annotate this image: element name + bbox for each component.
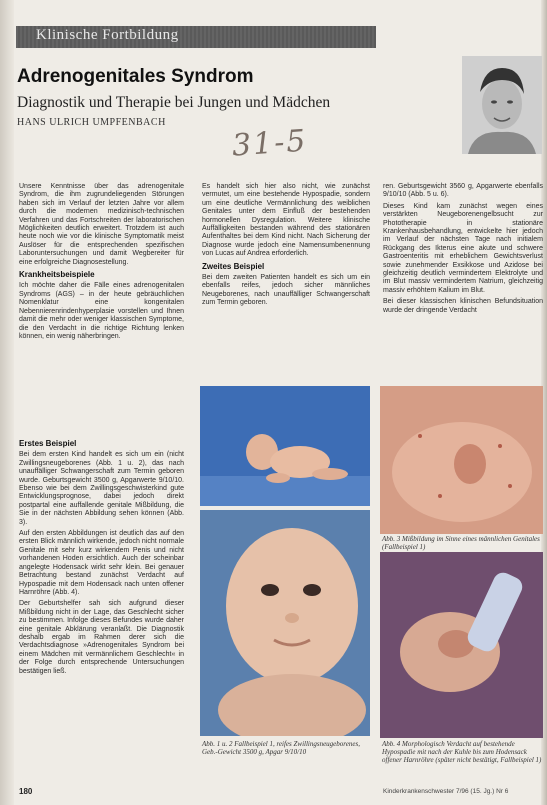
photo-genital-finding-2 bbox=[380, 552, 543, 738]
caption-figures-1-2: Abb. 1 u. 2 Fallbeispiel 1, reifes Zwillingsneugeborenes, Geb.-Gewicht 3500 g, Apgar 9/10/10 bbox=[202, 740, 360, 757]
caption-figure-3: Abb. 3 Mißbildung im Sinne eines männlichen Genitales (Fallbeispiel 1) bbox=[382, 535, 540, 552]
first-example-p3: Der Geburtshelfer sah sich aufgrund dieser Mißbildung nicht in der Lage, das Geschlecht sicher zu bestimmen. Infolge dieses Befundes wurde daher eine genitale Abklärung veranlaßt. Die Diagnostik deshalb ergab im Rahmen derer sich die Verdachtsdiagnose »Adrenogenitales Syndrom bei einem Mädchen mit vermännlichem Geschlecht« in der Folge durch entsprechende Untersuchungen bestätigen ließ. bbox=[19, 600, 184, 675]
col2-paragraph-2: Bei dem zweiten Patienten handelt es sich um ein ebenfalls reifes, jedoch sicher männliches Neugeborenes, nach unauffälliger Schwangerschaft zum Termin geboren. bbox=[202, 274, 370, 307]
column-2 bbox=[202, 183, 370, 311]
col3-paragraph-1: ren. Geburtsgewicht 3560 g, Apgarwerte ebenfalls 9/10/10 (Abb. 5 u. 6). bbox=[383, 183, 543, 199]
first-example-p1: Bei dem ersten Kind handelt es sich um ein (nicht Zwillingsneugeborenes (Abb. 1 u. 2), das nach unauffälliger Schwangerschaft zum Termin geboren wurde. Geburtsgewicht 3500 g, Apgarwerte 9/10/10. Ebenso wie bei dem Zwillingsgeschwisterkind gute Entwicklungsprognose, dabei jedoch direkt postpartal eine auffallende genitale Mißbildung, die Sie in der nächsten Abbildung sehen können (Abb. 3). bbox=[19, 451, 184, 526]
column-3 bbox=[383, 183, 543, 318]
page-binding-edge bbox=[0, 0, 14, 805]
caption-figure-4: Abb. 4 Morphologisch Verdacht auf bestehende Hypospadie mit nach der Kuhle bis zum Hodensack offener Harnröhre (später nicht bestätigt, Fallbeispiel 1) bbox=[382, 740, 542, 765]
col3-paragraph-2: Dieses Kind kam zunächst wegen eines verstärkten Neugeborenengelbsucht zur Phototherapie in stationäre Krankenhausbehandlung, entwickelte hier jedoch im Verlauf der nächsten Tage nach initialem Rückgang des Ikterus eine akute und schwere Gastroenteritis mit erheblichem Gewichtsverlust sowie zunehmender Exsikkose und Azidose bei gleichzeitig deutlich vermindertem Elektrolyte und im Blut massiv vermindertem Natrium, gleichzeitig massiv erhöhtem Kalium im Blut. bbox=[383, 202, 543, 294]
column-1-upper bbox=[19, 183, 184, 344]
col3-paragraph-3: Bei dieser klassischen klinischen Befundsituation wurde der dringende Verdacht bbox=[383, 298, 543, 314]
handwritten-note: 31-5 bbox=[230, 123, 309, 164]
photo-infant-closeup bbox=[200, 510, 370, 736]
first-example-p2: Auf den ersten Abbildungen ist deutlich das auf den ersten Blick männlich wirkende, jedoch nicht normale Genitale mit sehr kurz wirkendem Penis und nicht vorhandenen Hoden ersichtlich. Auch der scheinbar angelegte Hodensack wirkt sehr klein. Bei genauer Betrachtung bestand zunächst Verdacht auf Hypospadie mit dem Hodensack nach unten offener Harnröhre (Abb. 4). bbox=[19, 530, 184, 596]
intro-paragraph: Unsere Kenntnisse über das adrenogenitale Syndrom, die ihm zugrundeliegenden Störungen haben sich im Verlauf der letzten Jahre vor allem durch die modernen medizinisch-technischen Verfahren und das Fortschreiten der laboratorischen Möglichkeiten deutlich erweitert. Trotzdem ist auch heute noch wie vor die klinische Symptomatik meist Auslöser für die entsprechenden spezifischen Laboruntersuchungen und damit Wegbereiter für eine erfolgreiche Diagnosestellung. bbox=[19, 183, 184, 266]
cases-paragraph: Ich möchte daher die Fälle eines adrenogenitalen Syndroms (AGS) – in der heute gebräuchlichen Nomenklatur eine kongenitalen Nebennierenrindenhyperplasie vorstellen und Ihnen damit die mehr oder weniger klassischen Symptome, die den Verdacht in die richtige Richtung lenken können, ein wenig näherbringen. bbox=[19, 282, 184, 340]
article-title: Adrenogenitales Syndrom bbox=[17, 66, 254, 87]
photo-genital-finding-1 bbox=[380, 386, 543, 534]
heading-case-examples: Krankheitsbeispiele bbox=[19, 270, 95, 280]
column-1-lower bbox=[19, 436, 184, 679]
page-number: 180 bbox=[19, 787, 33, 796]
section-banner bbox=[16, 26, 376, 48]
article-subtitle: Diagnostik und Therapie bei Jungen und Mädchen bbox=[17, 94, 331, 111]
col2-paragraph-1: Es handelt sich hier also nicht, wie zunächst vermutet, um eine bestehende Hypospadie, sondern um eine deutliche Vermännlichung des weiblichen Genitales unter dem Einfluß der bestehenden hormonellen Dysregulation. Weitere klinische Auffälligkeiten bestanden während des stationären Aufenthaltes bei dem Kind nicht. Nach Sicherung der Diagnose wurde jedoch eine Namensumbenennung von Lucas auf Andrea erforderlich. bbox=[202, 183, 370, 258]
article-author: HANS ULRICH UMPFENBACH bbox=[17, 117, 166, 128]
photo-newborn-lying bbox=[200, 386, 370, 506]
author-portrait bbox=[462, 56, 542, 154]
journal-source: Kinderkrankenschwester 7/96 (15. Jg.) Nr 6 bbox=[383, 788, 509, 795]
banner-text: Klinische Fortbildung bbox=[36, 27, 179, 43]
heading-first-example: Erstes Beispiel bbox=[19, 439, 77, 448]
heading-second-example: Zweites Beispiel bbox=[202, 261, 265, 271]
